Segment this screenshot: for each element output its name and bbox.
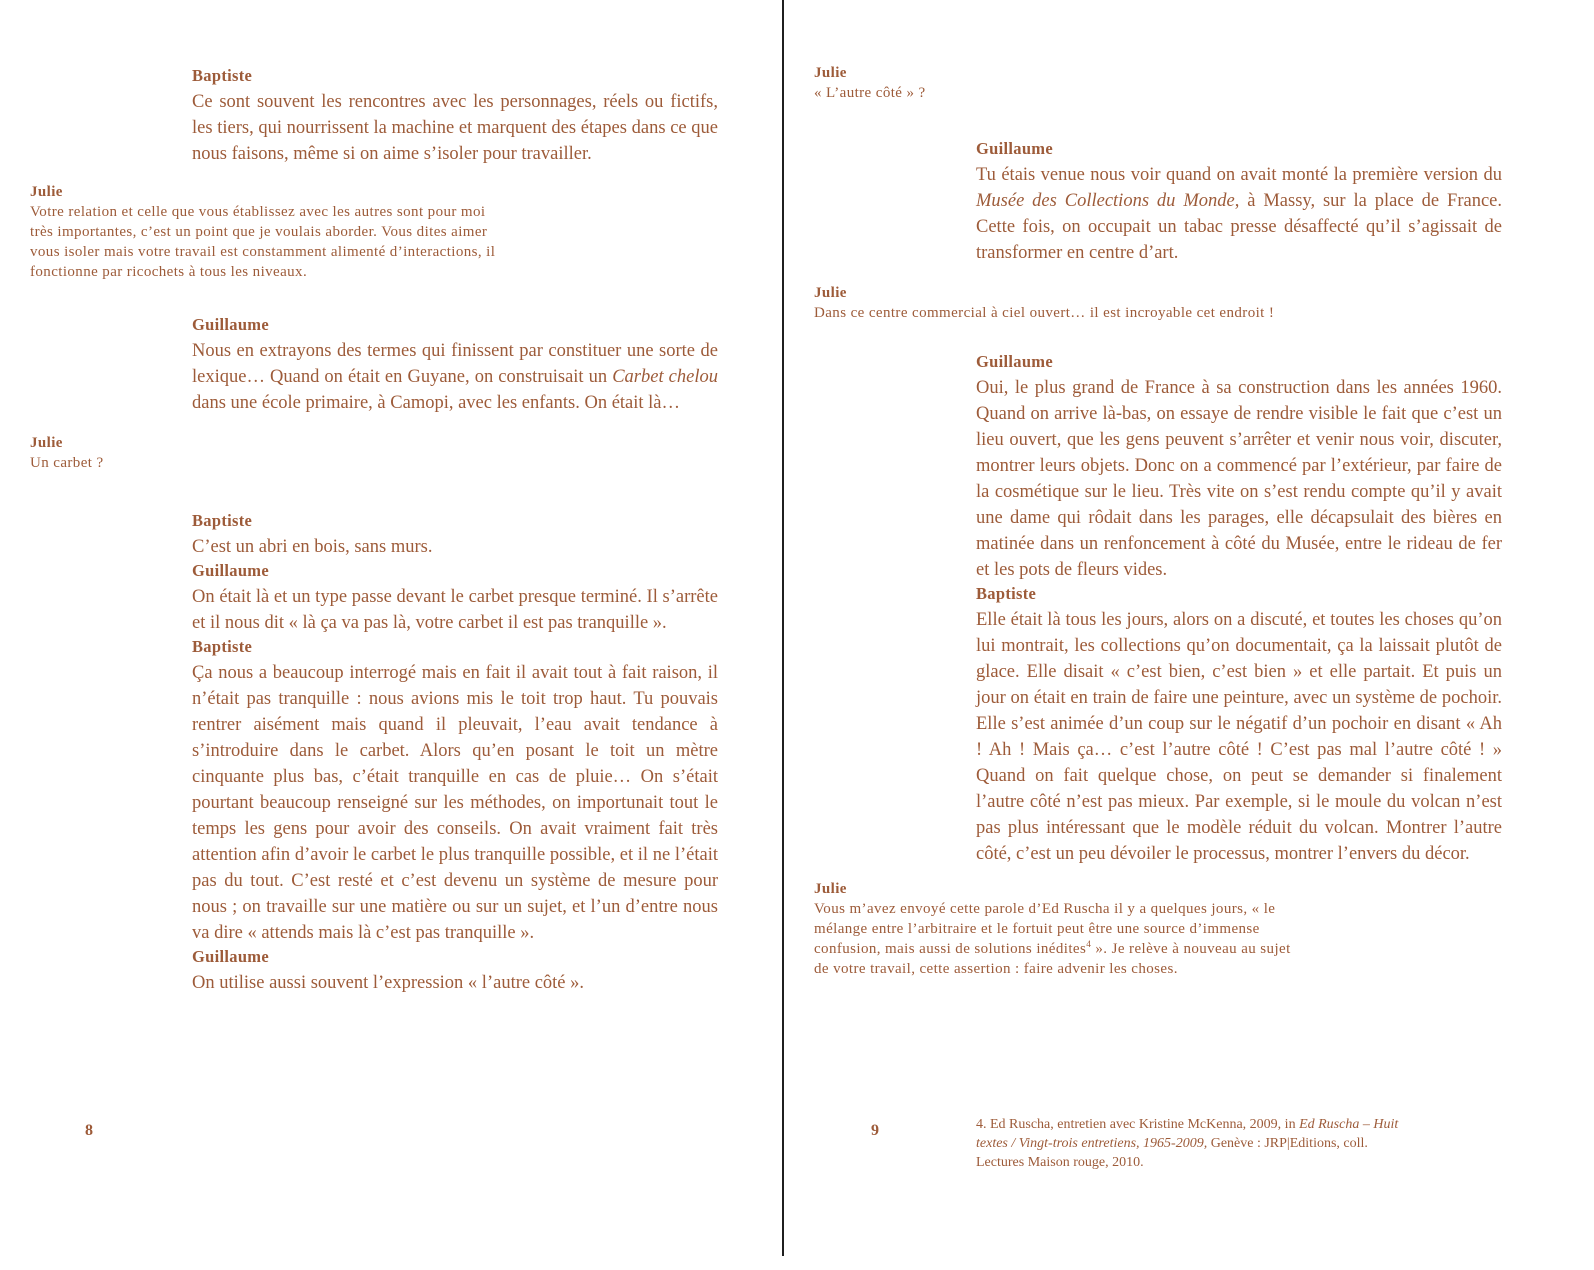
dialogue-text — [30, 453, 510, 473]
speaker-name: Guillaume — [192, 315, 269, 334]
text-run: Carbet chelou — [612, 367, 718, 387]
speaker-name: Julie — [30, 435, 63, 451]
dialogue-text — [192, 660, 718, 946]
text-run: Nous en extrayons des termes qui finissent par constituer une sorte de lexique… Quand on était en Guyane, on construisait un — [192, 341, 718, 387]
text-run: Tu étais venue nous voir quand on avait monté la première version du — [976, 165, 1502, 185]
text-run: On était là et un type passe devant le carbet presque terminé. Il s’arrête et il nous dit « là ça va pas là, votre carbet il est pas tranquille ». — [192, 587, 718, 633]
dialogue-text — [814, 303, 1294, 323]
text-run: Genève : JRP|Editions, coll. Lectures Maison rouge, 2010. — [976, 1136, 1368, 1170]
dialogue-text — [192, 534, 718, 560]
text-run: Elle était là tous les jours, alors on a discuté, et toutes les choses qu’on lui montrait, les collections qu’on documentait, ça la laissait plutôt de glace. Elle disait « c’est bien, c’est bien » et elle partait. Et puis un jour on était en train de faire une peinture, avec un système de pochoir. Elle s’est animée d’un coup sur le négatif d’un pochoir en disant « Ah ! Ah ! Mais ça… c’est l’autre côté ! C’est pas mal l’autre côté ! » Quand on fait quelque chose, on peut se demander si finalement l’autre côté n’est pas mieux. Par exemple, si le moule du volcan n’est pas plus intéressant que le modèle réduit du volcan. Montrer l’autre côté, c’est un peu dévoiler le processus, montrer l’envers du décor. — [976, 610, 1502, 864]
dialogue-block — [192, 65, 718, 167]
dialogue-block — [192, 314, 718, 416]
dialogue-block — [814, 63, 1294, 103]
text-run: 4. Ed Ruscha, entretien avec Kristine McKenna, 2009, in — [976, 1117, 1300, 1132]
page-number: 9 — [871, 1122, 879, 1139]
dialogue-block — [192, 510, 718, 560]
dialogue-block — [30, 433, 510, 473]
text-run: Musée des Collections du Monde — [976, 191, 1235, 211]
dialogue-block — [192, 560, 718, 636]
dialogue-text — [192, 89, 718, 167]
speaker-name: Julie — [814, 285, 847, 301]
dialogue-text — [192, 970, 718, 996]
speaker-name: Baptiste — [192, 637, 253, 656]
dialogue-text — [30, 202, 510, 282]
text-run: « L’autre côté » ? — [814, 85, 926, 101]
footnote-reference: 4 — [1086, 940, 1092, 950]
text-run: Ça nous a beaucoup interrogé mais en fait il avait tout à fait raison, il n’était pas tranquille : nous avions mis le toit trop haut. Tu pouvais rentrer aisément mais quand il pleuvait, l’eau avait tendance à s’introduire dans le carbet. Alors qu’en posant le toit un mètre cinquante plus bas, c’était tranquille en cas de pluie… On s’était pourtant beaucoup renseigné sur les méthodes, on importunait tout le temps les gens pour avoir des conseils. On avait vraiment fait très attention afin d’avoir le carbet le plus tranquille possible, et il ne l’était pas du tout. C’est resté et c’est devenu un système de mesure pour nous ; on travaille sur une matière ou sur un sujet, et l’un d’entre nous va dire « attends mais là c’est pas tranquille ». — [192, 663, 718, 943]
dialogue-column — [0, 65, 782, 996]
speaker-name: Julie — [814, 65, 847, 81]
text-run: Ce sont souvent les rencontres avec les personnages, réels ou fictifs, les tiers, qui nourrissent la machine et marquent des étapes dans ce que nous faisons, même si on aime s’isoler pour travailler. — [192, 92, 718, 164]
dialogue-block — [814, 879, 1294, 979]
text-run: , à Massy, sur la place de France. Cette fois, on occupait un tabac presse désaffecté qu’il s’agissait de transformer en centre d’art. — [976, 191, 1502, 263]
speaker-name: Guillaume — [192, 947, 269, 966]
dialogue-text — [192, 584, 718, 636]
text-run: On utilise aussi souvent l’expression « l’autre côté ». — [192, 973, 585, 993]
dialogue-block — [976, 351, 1502, 583]
dialogue-block — [192, 946, 718, 996]
text-run: Un carbet ? — [30, 455, 104, 471]
speaker-name: Guillaume — [976, 352, 1053, 371]
text-run: Oui, le plus grand de France à sa construction dans les années 1960. Quand on arrive là-bas, on essaye de rendre visible le fait que c’est un lieu ouvert, que les gens peuvent s’arrêter et venir nous voir, discuter, montrer leurs objets. Donc on a commencé par l’extérieur, par faire de la cosmétique sur le lieu. Très vite on s’est rendu compte qu’il y avait une dame qui rôdait dans les parages, elle décapsulait des bières en matinée dans un renfoncement à côté du Musée, entre le rideau de fer et les pots de fleurs vides. — [976, 378, 1502, 580]
page-right — [784, 0, 1594, 1270]
dialogue-text — [192, 338, 718, 416]
dialogue-text — [976, 375, 1502, 583]
text-run: dans une école primaire, à Camopi, avec les enfants. On était là… — [192, 393, 681, 413]
dialogue-block — [814, 283, 1294, 323]
page-number: 8 — [85, 1122, 93, 1139]
speaker-name: Julie — [814, 881, 847, 897]
page-left — [0, 0, 782, 1270]
footnote — [976, 1115, 1412, 1172]
text-run: Votre relation et celle que vous établissez avec les autres sont pour moi très importantes, c’est un point que je voulais aborder. Vous dites aimer vous isoler mais votre travail est constamment alimenté d’interactions, il fonctionne par ricochets à tous les niveaux. — [30, 204, 496, 280]
speaker-name: Baptiste — [192, 511, 253, 530]
dialogue-block — [976, 138, 1502, 266]
dialogue-text — [976, 162, 1502, 266]
text-run: ». Je relève à nouveau au sujet de votre travail, cette assertion : faire advenir les choses. — [814, 941, 1291, 977]
speaker-name: Baptiste — [192, 66, 253, 85]
dialogue-column — [784, 63, 1594, 979]
dialogue-text — [976, 607, 1502, 867]
text-run: C’est un abri en bois, sans murs. — [192, 537, 433, 557]
text-run: Vous m’avez envoyé cette parole d’Ed Ruscha il y a quelques jours, « le mélange entre l’arbitraire et le fortuit peut être une source d’immense confusion, mais aussi de solutions inédites — [814, 901, 1276, 957]
text-run: Ed Ruscha – Huit textes / Vingt-trois entretiens, 1965-2009, — [976, 1117, 1399, 1151]
speaker-name: Julie — [30, 184, 63, 200]
dialogue-block — [30, 182, 510, 282]
dialogue-block — [192, 636, 718, 946]
dialogue-text — [814, 899, 1294, 979]
speaker-name: Guillaume — [976, 139, 1053, 158]
dialogue-text — [814, 83, 1294, 103]
text-run: Dans ce centre commercial à ciel ouvert… il est incroyable cet endroit ! — [814, 305, 1275, 321]
speaker-name: Guillaume — [192, 561, 269, 580]
dialogue-block — [976, 583, 1502, 867]
speaker-name: Baptiste — [976, 584, 1037, 603]
